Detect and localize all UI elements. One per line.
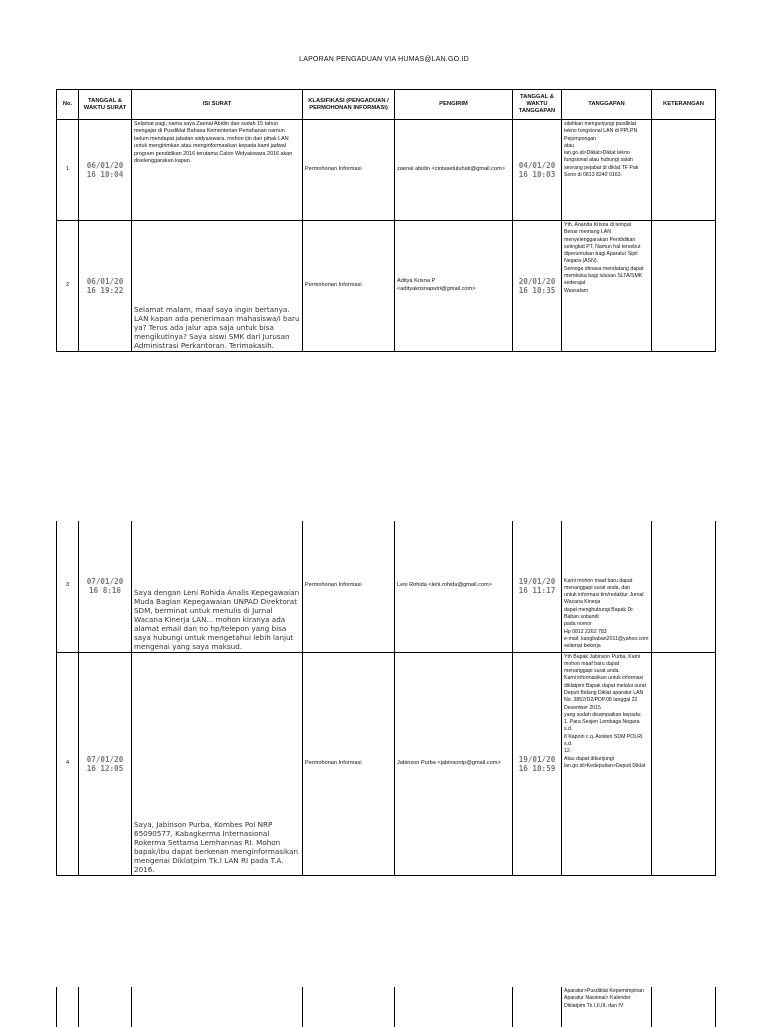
cell-isi-surat: Selamat pagi, nama saya Zaenal Abidin dan sudah 15 tahun mengajar di Pusdiklat Bahasa Kementerian Pertahanan namun belum mendapat jabatan widyaiswara. mohon ijin dari pihak LAN untuk mengirimkan atau menginformasikan kepada kami jadwal program pendidikan 2016 terutama Calon Widyaiswara 2016 akan diselenggarakan kapan. <box>132 120 303 221</box>
cell-isi-surat <box>132 987 303 1027</box>
cell-pengirim: zaenal abidin <cintasetuluhati@gmail.com> <box>395 120 513 221</box>
cell-isi-surat: Selamat malam, maaf saya ingin bertanya. LAN kapan ada penerimaan mahasiswa/i baru ya? Terus ada jalur apa saja untuk bisa mengikutinya? Saya siswi SMK dari Jurusan Administrasi Perkantoran. Terimakasih. <box>132 221 303 352</box>
cell-tanggapan: Yth Bapak Jabinson Purba, Kami mohon maaf baru dapat menanggapi surat anda. Kami informasikan untuk informasi diklatpim Bapak dapat melalui surat Deputi Bidang Diklat aparatur LAN No. 3852/D2/PDP.08 tanggal 22 Desember 2015 yang sudah disampaikan kepada: 1. Para Sesjen Lembaga Negara s.d. 8 Kapolri c.q. Asisten SDM POLRI s.d. 12. Atau dapat dikunjungi lan.go.id>Kedeputian>Deputi Diklat <box>562 652 652 875</box>
table-row <box>57 652 716 875</box>
cell-klasifikasi: Permohonan Informasi <box>303 221 395 352</box>
header-no: No. <box>57 90 79 120</box>
header-tanggal-surat: TANGGAL & WAKTU SURAT <box>79 90 132 120</box>
header-pengirim: PENGIRIM <box>395 90 513 120</box>
header-isi-surat: ISI SURAT <box>132 90 303 120</box>
cell-klasifikasi: Permohonan Informasi <box>303 120 395 221</box>
cell-keterangan <box>652 652 716 875</box>
cell-tanggal-surat <box>79 987 132 1027</box>
cell-keterangan <box>652 221 716 352</box>
cell-klasifikasi: Permohonan Informasi <box>303 521 395 652</box>
cell-tanggal-surat: 06/01/20 16 19:22 <box>79 221 132 352</box>
header-tanggal-tanggapan: TANGGAL & WAKTU TANGGAPAN <box>513 90 562 120</box>
table-row <box>57 521 716 652</box>
header-tanggapan: TANGGAPAN <box>562 90 652 120</box>
table-header-row <box>57 90 716 120</box>
cell-pengirim: Jabinson Purba <jabinsontp@gmail.com> <box>395 652 513 875</box>
cell-no: 2 <box>57 221 79 352</box>
cell-keterangan <box>652 521 716 652</box>
cell-keterangan <box>652 120 716 221</box>
cell-no: 4 <box>57 652 79 875</box>
cell-klasifikasi <box>303 987 395 1027</box>
cell-no: 1 <box>57 120 79 221</box>
report-title: LAPORAN PENGADUAN VIA HUMAS@LAN.GO.ID <box>299 56 469 63</box>
cell-tanggal-surat: 07/01/20 16 8:16 <box>79 521 132 652</box>
cell-pengirim <box>395 987 513 1027</box>
header-klasifikasi: KLASIFIKASI (PENGADUAN / PERMOHONAN INFORMASI) <box>303 90 395 120</box>
cell-no <box>57 987 79 1027</box>
cell-no: 3 <box>57 521 79 652</box>
cell-pengirim: Aditya Krisna P <adityakrisnaputri@gmail.com> <box>395 221 513 352</box>
cell-klasifikasi: Permohonan Informasi <box>303 652 395 875</box>
report-table-page-1 <box>56 89 716 352</box>
cell-pengirim: Leni Rohida <leni.rohida@gmail.com> <box>395 521 513 652</box>
cell-tanggapan: silahkan mengunjungi pusdiklat tekno fungsional LAN di PPLPN Pejompongan atau lan.go.id>Diklat>Diklat tekno fungsional atau hubungi salah seorang pejabat di diklat TF Pak Sono di 0813 8240 0163. <box>562 120 652 221</box>
cell-tanggal-surat: 06/01/20 16 10:04 <box>79 120 132 221</box>
table-row <box>57 987 716 1027</box>
table-row <box>57 221 716 352</box>
cell-tanggal-tanggapan: 04/01/20 16 10:03 <box>513 120 562 221</box>
cell-keterangan <box>652 987 716 1027</box>
report-table-page-2 <box>56 521 716 876</box>
cell-tanggapan: Aparatur>Pusdiklat Kepemimpinan Aparatur Nasional> Kalender Diklatpim Tk I,II,III, dan IV <box>562 987 652 1027</box>
cell-tanggal-tanggapan <box>513 987 562 1027</box>
report-table-page-3 <box>56 987 716 1027</box>
cell-isi-surat: Saya, Jabinson Purba, Kombes Pol NRP 65090577, Kabagkerma Internasional Rokerma Settama Lemhannas RI. Mohon bapak/ibu dapat berkenan menginformasikan mengenai Diklatpim Tk.I LAN RI pada T.A. 2016. <box>132 652 303 875</box>
cell-tanggal-tanggapan: 20/01/20 16 10:35 <box>513 221 562 352</box>
cell-tanggal-tanggapan: 19/01/20 16 10:59 <box>513 652 562 875</box>
cell-tanggal-surat: 07/01/20 16 12:05 <box>79 652 132 875</box>
cell-tanggapan: Yth. Ananda Krisna di tempat Benar memang LAN menyelenggarakan Pendidikan setingkat PT, Namun hal tersebut diperuntukan bagi Aparatur Sipil Negara (ASN). Semoga dimasa mendatang dapat membuka bagi lulusan SLTA/SMK sederajat Wassalam <box>562 221 652 352</box>
cell-tanggapan: Kami mohon maaf baru dapat menanggapi surat anda, dan untuk informasi tim/redaktur Jurnal Wacana Kinerja dapat menghubungi Bapak Dr. Baban sobandi pada nomor Hp 0812 2262 783 e-mail: kangbaban2011@yahoo.com selamat bekerja <box>562 521 652 652</box>
cell-tanggal-tanggapan: 19/01/20 16 11:17 <box>513 521 562 652</box>
header-keterangan: KETERANGAN <box>652 90 716 120</box>
cell-isi-surat: Saya dengan Leni Rohida Analis Kepegawaian Muda Bagian Kepegawaian UNPAD Direktorat SDM, berminat untuk menulis di Jurnal Wacana Kinerja LAN... mohon kiranya ada alamat email dan no hp/telepon yang bisa saya hubungi untuk mengetahui lebih lanjut mengenai yang saya maksud. <box>132 521 303 652</box>
table-row <box>57 120 716 221</box>
